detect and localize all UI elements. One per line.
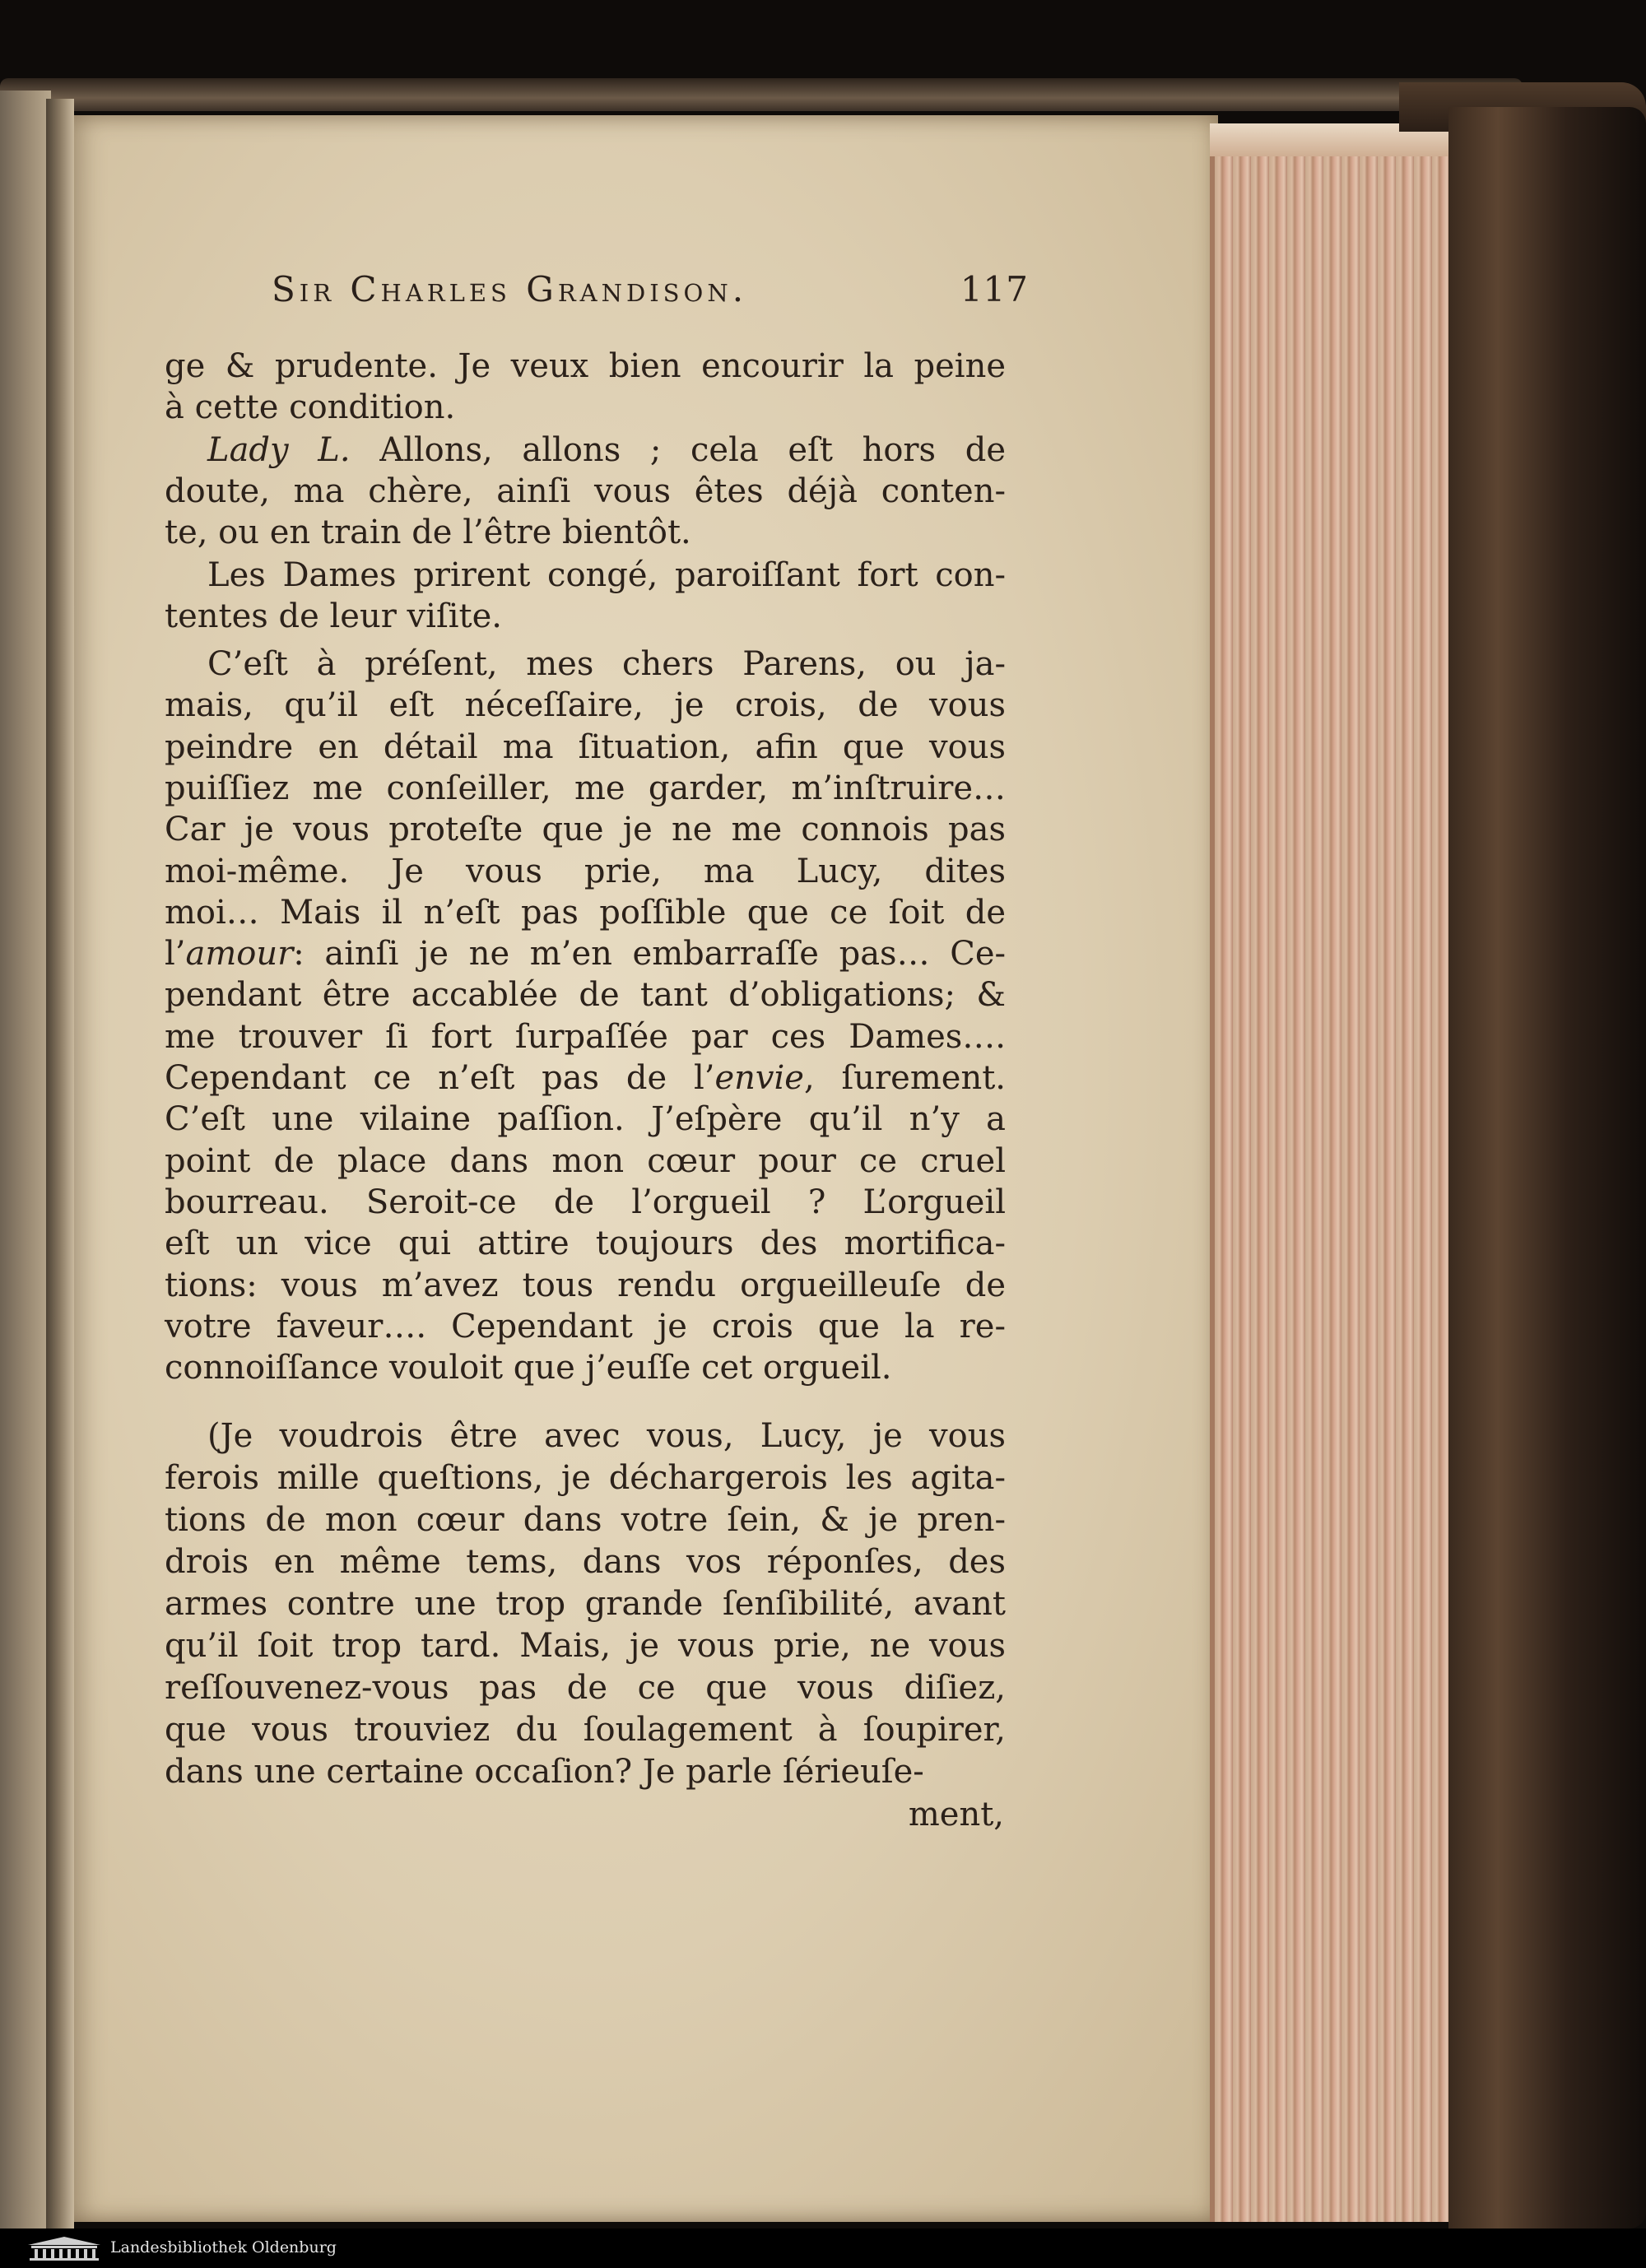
text-line: tentes de leur viſite. <box>165 597 502 635</box>
text-line: ferois mille queſtions, je déchargerois les agita- <box>165 1459 1006 1497</box>
text-line: qu’il ſoit trop tard. Mais, je vous prie, ne vous <box>165 1627 1006 1665</box>
text-line: puiſſiez me conſeiller, me garder, m’inſtruire… <box>165 769 1006 807</box>
speaker-name: Lady L. <box>207 431 351 469</box>
text-line: eſt un vice qui attire toujours des mortifica- <box>165 1225 1006 1263</box>
text-line: connoiſſance vouloit que j’euſſe cet orgueil. <box>165 1349 892 1387</box>
text-line: bourreau. Seroit-ce de l’orgueil ? L’orgueil <box>165 1183 1006 1221</box>
text-line: peindre en détail ma ſituation, afin que vous <box>165 727 1006 766</box>
text-line: Cependant ce n’eſt pas de l’envie, ſurement. <box>165 1059 1006 1097</box>
text-line: drois en même tems, dans vos réponſes, des <box>165 1543 1006 1581</box>
library-name: Landesbibliothek Oldenburg <box>110 2238 337 2256</box>
running-head <box>272 269 1029 327</box>
text-line: tions: vous m’avez tous rendu orgueilleuſe de <box>165 1266 1006 1304</box>
text-line: Car je vous proteſte que je ne me connois pas <box>165 811 1006 849</box>
running-title: Sir Charles Grandison. <box>272 269 748 309</box>
cover-top-edge <box>0 78 1523 111</box>
text-line: te, ou en train de l’être bientôt. <box>165 514 691 551</box>
footer-bar <box>0 2228 1646 2268</box>
page-number: 117 <box>960 269 1029 309</box>
text-line: reſſouvenez-vous pas de ce que vous diſiez, <box>165 1669 1006 1707</box>
left-page-edge <box>0 91 51 2228</box>
text-line: C’eſt à préſent, mes chers Parens, ou ja- <box>207 645 1006 683</box>
italic-word: amour <box>185 935 294 974</box>
italic-word: envie <box>714 1059 804 1097</box>
text-line: moi… Mais il n’eſt pas poſſible que ce ſoit de <box>165 893 1006 932</box>
catchword: ment, <box>908 1796 1004 1833</box>
text-line: ge & prudente. Je veux bien encourir la peine <box>165 347 1006 385</box>
text-line: (Je voudrois être avec vous, Lucy, je vous <box>207 1417 1006 1455</box>
text-line: moi-même. Je vous prie, ma Lucy, dites <box>165 852 1006 890</box>
text-line: point de place dans mon cœur pour ce cruel <box>165 1141 1006 1180</box>
text-line: l’amour: ainſi je ne m’en embarraſſe pas… Ce- <box>165 935 1006 974</box>
library-building-icon <box>25 2235 104 2261</box>
text-line: votre faveur…. Cependant je crois que la re- <box>165 1307 1006 1345</box>
text-line: que vous trouviez du ſoulagement à ſoupirer, <box>165 1711 1006 1749</box>
text-line: à cette condition. <box>165 388 456 426</box>
text-line: Les Dames prirent congé, paroiſſant fort con- <box>207 556 1006 594</box>
gutter <box>46 99 74 2228</box>
text-line: dans une certaine occaſion? Je parle ſérieuſe- <box>165 1753 924 1791</box>
text-line: tions de mon cœur dans votre ſein, & je pren- <box>165 1501 1006 1539</box>
book-binding <box>1448 107 1646 2228</box>
text-line: Lady L. Allons, allons ; cela eſt hors de <box>207 431 1006 469</box>
text-line: mais, qu’il eſt néceſſaire, je crois, de vous <box>165 686 1006 725</box>
text-line: doute, ma chère, ainſi vous êtes déjà conten- <box>165 472 1006 510</box>
fore-edge-pages <box>1210 123 1453 2222</box>
text-line: pendant être accablée de tant d’obligations; & <box>165 976 1006 1015</box>
text-line: C’eſt une vilaine paſſion. J’eſpère qu’il n’y a <box>165 1100 1006 1139</box>
text-line: armes contre une trop grande ſenſibilité, avant <box>165 1585 1006 1623</box>
text-line: me trouver ſi fort ſurpaſſée par ces Dames…. <box>165 1017 1006 1056</box>
